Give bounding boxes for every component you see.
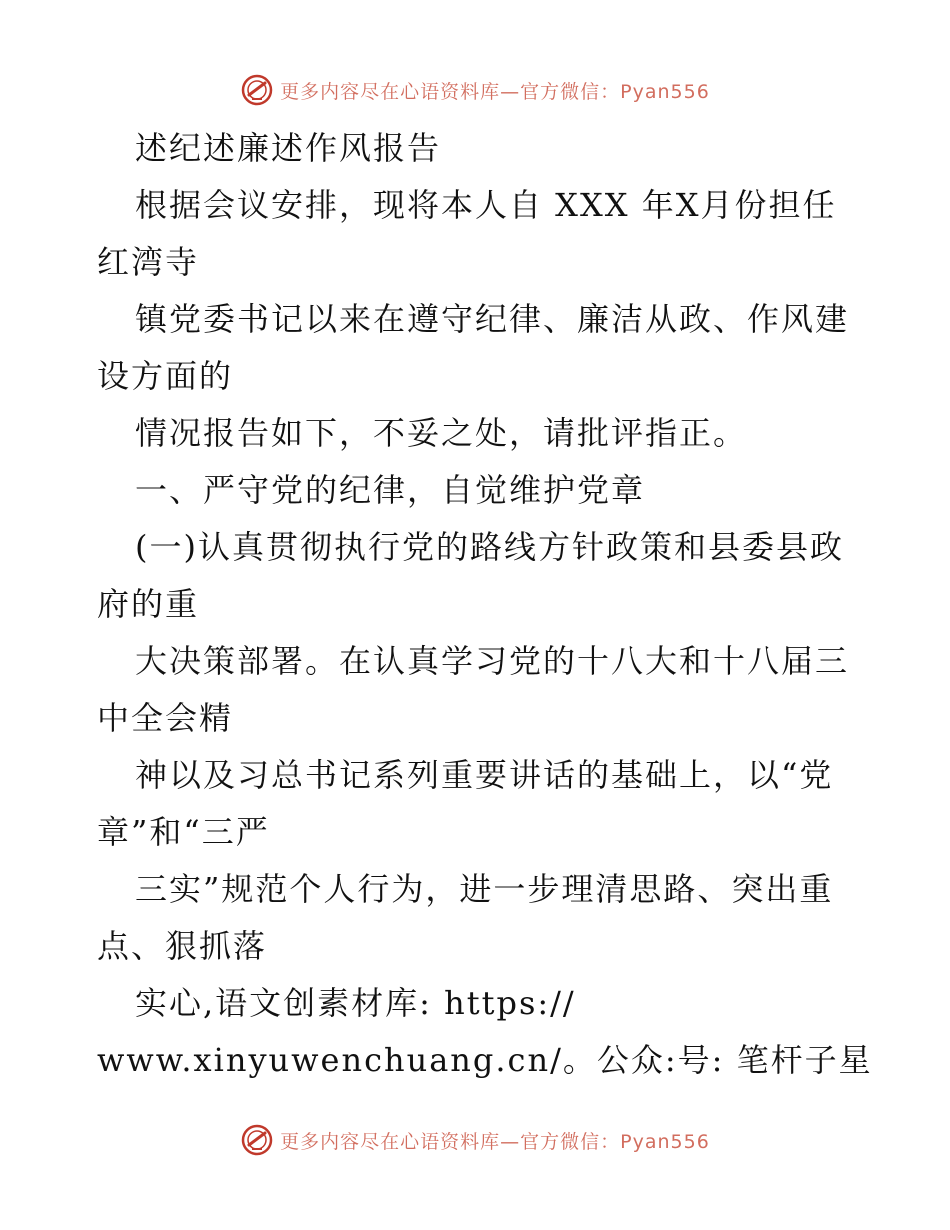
document-line: 一、严守党的纪律，自觉维护党章 [135,471,646,509]
banner-text: 更多内容尽在心语资料库—官方微信：Pyan556 [280,1130,710,1153]
header-banner [0,70,950,110]
document-line: 根据会议安排，现将本人自 XXX 年X月份担任 [135,186,837,224]
document-line: 述纪述廉述作风报告 [135,129,442,167]
document-line: 章”和“三严 [97,813,270,851]
stamp-logo-icon [240,1123,274,1157]
document-line: 三实”规范个人行为，进一步理清思路、突出重 [135,870,834,908]
document-line: 设方面的 [97,357,234,395]
document-line: 实心,语文创素材库: https:// [135,984,576,1022]
banner-text: 更多内容尽在心语资料库—官方微信：Pyan556 [280,80,710,103]
document-line: 府的重 [97,585,200,623]
document-line: 中全会精 [97,699,234,737]
stamp-logo-icon [240,73,274,107]
document-line: 点、狠抓落 [97,927,268,965]
document-line: 红湾寺 [97,243,200,281]
document-line: 镇党委书记以来在遵守纪律、廉洁从政、作风建 [135,300,850,338]
document-line: 神以及习总书记系列重要讲话的基础上，以“党 [135,756,834,794]
document-line: 大决策部署。在认真学习党的十八大和十八届三 [135,642,850,680]
document-line: (一)认真贯彻执行党的路线方针政策和县委县政 [135,528,844,566]
document-line: 情况报告如下，不妥之处，请批评指正。 [135,414,748,452]
document-line: www.xinyuwenchuang.cn/。公众:号: 笔杆子星 [97,1041,873,1079]
footer-banner [0,1120,950,1160]
document-body [97,120,873,1089]
